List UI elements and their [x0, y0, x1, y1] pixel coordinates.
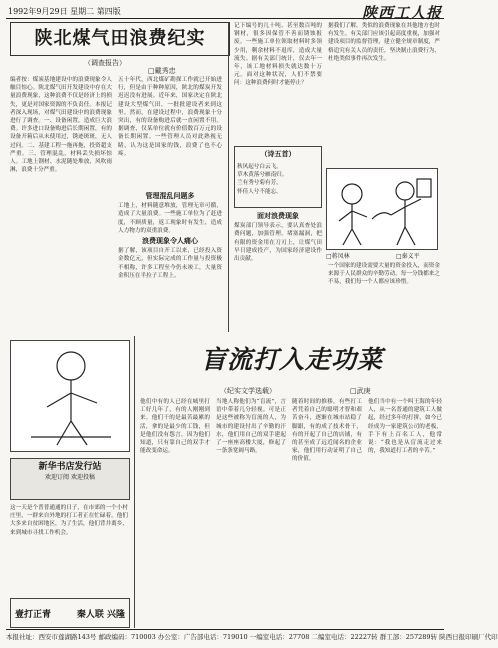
ad-text: 欢迎订阅 欢迎投稿: [45, 474, 95, 481]
photo-caption-right: □秦义平: [396, 253, 420, 260]
col2-heading2: 浪费现象令人痛心: [142, 236, 198, 246]
rightcol-text: 据我们了解，类似的浪费现象在其他地方也时有发生。有关部门应该引起高度重视，加强对建设项目的监督管理，建立健全规章制度，严格追究有关人员的责任，坚决制止浪费行为，杜绝类似事件再次发生。: [328, 23, 440, 62]
poem-lines: 秋风起兮白云飞， 草木黄落兮雁南归。 兰有秀兮菊有芳， 怀佳人兮不能忘。: [237, 164, 288, 195]
cartoon-drawing: [327, 169, 437, 249]
col4-text: 煤炭部门领导表示，要认真查处浪费问题，加强管理，堵塞漏洞，把有限的资金用在刀刃上，让煤气田早日建成投产，为国家经济建设作出贡献。: [234, 223, 322, 263]
col4-section: [234, 210, 322, 330]
column-divider: [228, 22, 229, 332]
masthead: 陕西工人报: [361, 4, 442, 22]
footer-rule: [6, 629, 444, 630]
footer-info: 本报社址：西安市莲湖路143号 邮政编码：710003 办公室：广告部电话：719010 一编室电话：27708 二编室电话：22227转 群工部：257289转 陕西日报印刷厂代印: [6, 633, 498, 641]
article2-title: 盲流打入走功菜: [200, 345, 383, 374]
top-rule: [6, 18, 444, 19]
photo-caption-left: □蒋凤林: [326, 253, 350, 260]
article2-col3: 随着时间的推移，有些打工者凭着自己的聪明才智和艰苦奋斗，逐渐在城市站稳了脚跟，有的成了技术骨干，有的开起了自己的店铺，有的甚至成了远近闻名的企业家，他们用行动证明了自己的价值。: [292, 399, 362, 463]
article1-subtitle: （调查报告）: [84, 59, 126, 67]
article2-col4: 他们当中有一个叫王海的年轻人，从一名普通的建筑工人做起，经过多年的打拼，如今已经成为一家建筑公司的老板，手下有上百名工人，他常说：“我也是从盲流走过来的，我知道打工者的辛苦。”: [368, 399, 442, 455]
article2-subtitle: （纪实文学选载）: [220, 387, 276, 395]
lower-divider: [134, 336, 135, 628]
ad-box: [10, 458, 130, 500]
poem-box: [234, 146, 322, 208]
bottom-logo: 秦人联 兴隆: [76, 610, 125, 620]
bottom-left-mark: 壹打正青: [15, 610, 52, 620]
left-illustration: [10, 340, 130, 452]
poem-title: （诗五首）: [260, 149, 296, 158]
col2-text2: 据了解，该项目自开工以来，已经投入资金数亿元，但实际完成的工作量与投资极不相称，许多工程至今仍未竣工，大量资金积压在半拉子工程上。: [118, 248, 222, 279]
cartoon-illustration: [326, 168, 438, 250]
article2-col1: 他们中有的人已经在城里打工好几年了，有的人刚刚到来。他们干的是最苦最累的活，拿的是最少的工钱，但是他们没有怨言，因为他们知道，只有靠自己的双手才能改变命运。: [140, 399, 210, 455]
bottom-logo-box: [10, 598, 130, 628]
article2-author: □武庚: [350, 387, 371, 395]
lower-left-col: 这一天是个普普通通的日子，在市郊的一个小村庄里，一群来自外地的打工者正在忙碌着。他们大多来自贫困地区，为了生活，他们背井离乡，来到城市寻找工作机会。: [10, 505, 128, 536]
col3-text: 记下编号的几十吨、甚至数百吨的钢材，很多因保管不善而锈蚀报废。一些施工单位领取材料时多领少用，剩余材料不退库，造成大量流失。据有关部门统计，仅去年一年，该工地材料损失就达数十万元。面对这种状况，人们不禁要问：这种浪费何时才能停止？: [234, 23, 322, 87]
col2-section: [118, 190, 222, 300]
rightcol-text2: 一个国家的建设需要大量的资金投入，而资金来源于人民群众的辛勤劳动。每一分钱都来之不易，我们每一个人都应该珍惜。: [328, 263, 440, 286]
col2-heading1: 管理混乱问题多: [145, 191, 195, 200]
figure-drawing: [11, 341, 129, 451]
article1-title: 陕北煤气田浪费纪实: [10, 22, 230, 56]
ad-title: 新华书店发行站: [38, 462, 102, 472]
article1-author: □戴秀忠: [148, 67, 176, 75]
article1-body-col1: 编者按：煤炭基地建设中的浪费现象令人触目惊心。陕北煤气田开发建设中存在大量浪费现象，这种浪费不仅是经济上的损失，更是对国家资源的不负责任。本报记者深入现场，对煤气田建设中的浪费现象进行了调查。一、设备闲置，造成巨大浪费。许多进口设备购进后长期闲置，有的设备开箱后从未使用过，锈迹斑斑，无人过问。二、基建工程一拖再拖，投资超支严重。三、管理混乱，材料丢失损坏惊人。工地上钢材、水泥随处堆放，风吹雨淋，浪费十分严重。: [10, 77, 112, 174]
article1-body-col2: 五十年代，西北煤矿勘探工作就已开始进行，但是由于种种原因，陕北的煤炭开发迟迟没有进展。近年来，国家决定在陕北建设大型煤气田，一批批建设者来到这里。然而，在建设过程中，浪费现象十分突出，有的设备购进后就一直闲置不用。据调查，仅某单位就有价值数百万元的设备长期闲置。一些管理人员对此熟视无睹，认为这是国家的钱，浪费了也不心疼。: [118, 77, 222, 157]
dateline: 1992年9月29日 星期二 第四版: [8, 7, 121, 16]
col2-text1: 工地上，材料随意堆放，管理无章可循，造成了大量浪费。一些施工单位为了赶进度，不顾质量，返工现象时有发生，造成人力物力的双重浪费。: [118, 203, 222, 234]
article2-col2: 当地人称他们为“盲流”，言语中带着几分轻视。可是正是这些被称为盲流的人，为城市的建设付出了辛勤的汗水，他们用自己的双手建起了一座座高楼大厦，修起了一条条宽阔马路。: [216, 399, 286, 455]
col4-heading: 面对浪费现象: [257, 211, 299, 220]
